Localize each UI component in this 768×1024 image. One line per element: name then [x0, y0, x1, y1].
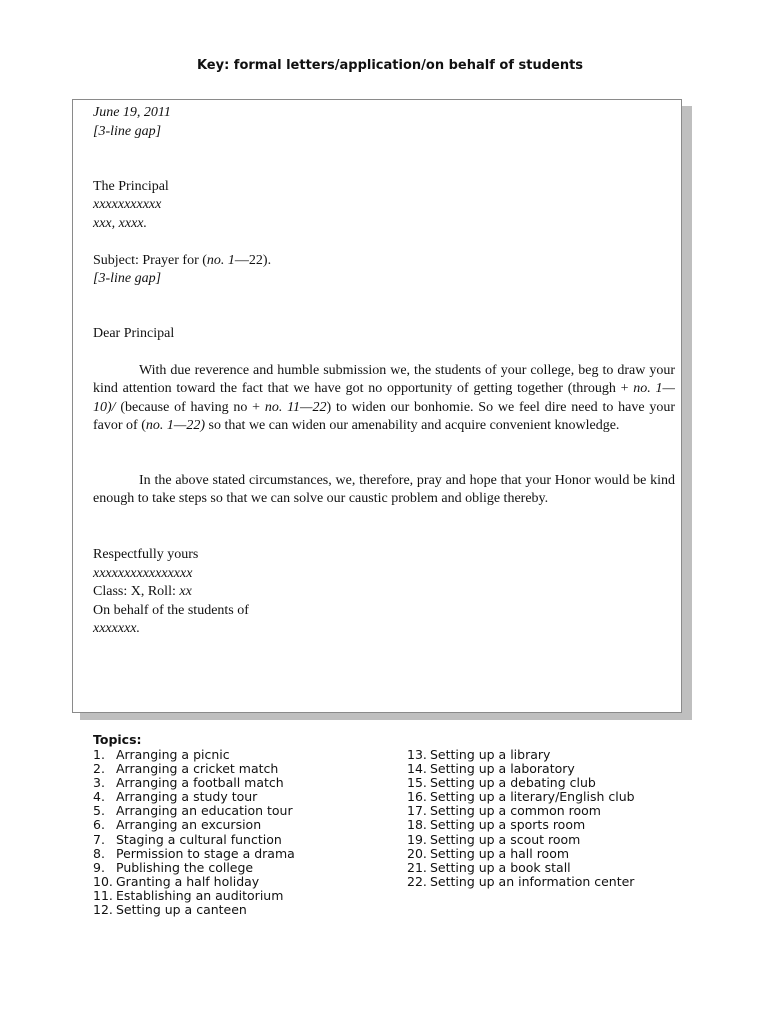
p1-ref-2: no. 11—22: [264, 399, 327, 415]
topic-text: Setting up a scout room: [430, 831, 581, 847]
institution: xxxxxxx.: [93, 621, 140, 636]
topic-number: 3.: [93, 775, 105, 791]
subject-suffix: —22).: [234, 253, 272, 268]
topic-number: 2.: [93, 761, 105, 777]
topic-number: 19.: [407, 831, 427, 847]
roll-value: xx: [179, 584, 192, 599]
topic-text: Staging a cultural function: [116, 831, 282, 847]
topic-item: [407, 833, 747, 847]
topic-text: Arranging an excursion: [116, 817, 262, 833]
topic-number: 9.: [93, 859, 105, 875]
recipient-line-2: xxxxxxxxxxx: [93, 197, 162, 212]
topic-text: Arranging an education tour: [116, 803, 293, 819]
topic-text: Setting up a hall room: [430, 845, 570, 861]
p1-text-3: ) to widen our bonhomie. So we feel dire need to have your favor of (: [93, 399, 675, 434]
topic-item: [407, 804, 747, 818]
topic-item: [407, 790, 747, 804]
topic-item: [93, 776, 393, 790]
p2-text: In the above stated circumstances, we, therefore, pray and hope that your Honor would be kind enough to take steps so that we can solve our caustic problem and oblige thereby.: [93, 473, 675, 507]
topic-text: Permission to stage a drama: [116, 845, 295, 861]
body-paragraph-2: [93, 472, 675, 509]
topic-item: [407, 776, 747, 790]
subject-prefix: Subject: Prayer for (: [93, 253, 207, 268]
topic-item: [407, 875, 747, 889]
topic-text: Setting up a library: [430, 747, 551, 762]
topic-item: [407, 762, 747, 776]
topic-item: [93, 804, 393, 818]
topic-number: 16.: [407, 789, 427, 805]
topic-item: [93, 903, 393, 917]
p1-ref-3: no. 1—22): [145, 418, 205, 434]
topic-text: Setting up a laboratory: [430, 761, 575, 777]
topic-item: [93, 818, 393, 832]
topic-text: Publishing the college: [116, 859, 254, 875]
recipient-title: The Principal: [93, 179, 169, 194]
topic-item: [93, 762, 393, 776]
closing: Respectfully yours: [93, 547, 199, 562]
topic-number: 8.: [93, 845, 105, 861]
letter-box: [72, 99, 682, 713]
topic-text: Establishing an auditorium: [116, 887, 284, 903]
topic-item: [407, 861, 747, 875]
topic-number: 5.: [93, 803, 105, 819]
topic-item: [93, 861, 393, 875]
page-heading: Key: formal letters/application/on behalf of students: [196, 58, 584, 73]
topic-text: Setting up an information center: [430, 873, 635, 889]
topic-number: 6.: [93, 817, 105, 833]
topic-text: Arranging a cricket match: [116, 761, 279, 777]
topic-number: 12.: [93, 902, 113, 918]
topic-number: 1.: [93, 747, 105, 762]
topic-number: 11.: [93, 887, 113, 903]
topic-text: Arranging a study tour: [116, 789, 258, 805]
topic-number: 4.: [93, 789, 105, 805]
on-behalf: On behalf of the students of: [93, 603, 249, 618]
topic-number: 22.: [407, 873, 427, 889]
topic-text: Arranging a football match: [116, 775, 284, 791]
topic-text: Setting up a literary/English club: [430, 789, 635, 805]
class-roll: [93, 583, 677, 601]
gap-note-2: [3-line gap]: [93, 271, 162, 286]
letter-date: June 19, 2011: [93, 105, 171, 120]
topic-item: [93, 790, 393, 804]
gap-note-1: [3-line gap]: [93, 124, 162, 139]
topic-item: [93, 847, 393, 861]
topics-title: Topics:: [93, 732, 142, 747]
body-paragraph-1: [93, 362, 675, 436]
p1-ref-1: no. 1—10)/: [93, 381, 675, 415]
salutation: Dear Principal: [93, 326, 175, 341]
topic-number: 20.: [407, 845, 427, 861]
subject-line: [93, 252, 677, 270]
recipient-line-3: xxx, xxxx.: [93, 216, 147, 231]
topic-text: Arranging a picnic: [116, 747, 230, 762]
topic-item: [93, 875, 393, 889]
class-prefix: Class: X, Roll:: [93, 584, 180, 599]
topic-text: Granting a half holiday: [116, 873, 260, 889]
p1-text-1: With due reverence and humble submission we, the students of your college, beg to draw your kind attention toward the fact that we have got no opportunity of getting together (through +: [93, 363, 675, 397]
topic-item: [93, 889, 393, 903]
topic-number: 21.: [407, 859, 427, 875]
topic-item: [407, 847, 747, 861]
topic-text: Setting up a common room: [430, 803, 601, 819]
topic-text: Setting up a canteen: [116, 902, 247, 918]
topics-left-column: [93, 748, 393, 917]
topic-number: 17.: [407, 803, 427, 819]
topic-text: Setting up a debating club: [430, 775, 596, 791]
topic-number: 18.: [407, 817, 427, 833]
topic-number: 10.: [93, 873, 113, 889]
p1-text-4: so that we can widen our amenability and acquire convenient knowledge.: [205, 418, 620, 434]
topic-text: Setting up a sports room: [430, 817, 586, 833]
p1-text-2: (because of having no +: [115, 399, 265, 415]
topic-item: [407, 748, 747, 762]
topic-item: [93, 833, 393, 847]
topic-number: 15.: [407, 775, 427, 791]
topic-item: [93, 748, 393, 762]
topics-section: [93, 732, 753, 918]
topic-text: Setting up a book stall: [430, 859, 571, 875]
signature: xxxxxxxxxxxxxxxx: [93, 566, 193, 581]
topic-item: [407, 818, 747, 832]
topic-number: 7.: [93, 831, 105, 847]
topic-number: 13.: [407, 747, 427, 762]
topic-number: 14.: [407, 761, 427, 777]
subject-ref: no. 1: [206, 253, 235, 268]
topics-right-column: [407, 748, 747, 889]
